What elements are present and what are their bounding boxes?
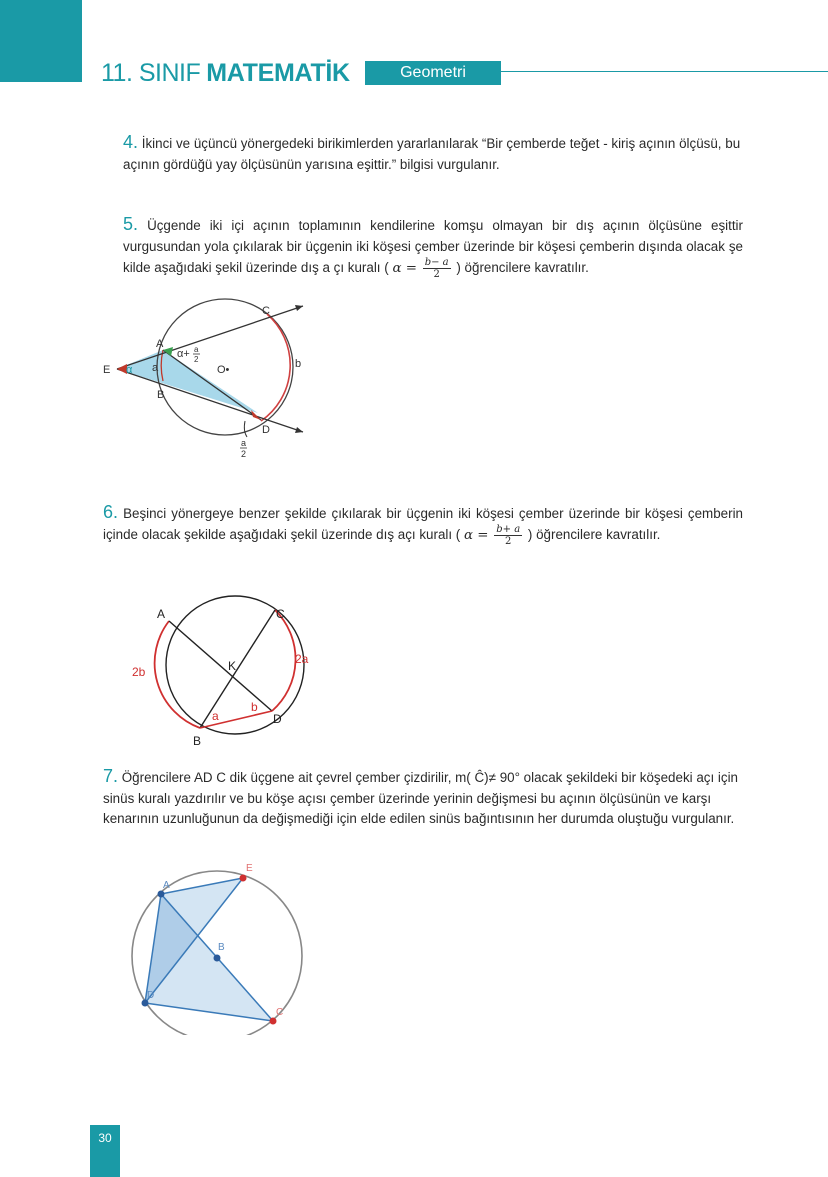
label-half-a-num-D: a [241,438,247,448]
item-text: Öğrencilere AD C dik üçgene ait çevrel çember çizdirilir, m( Ĉ)≠ 90° olacak şekildeki bir köşedeki açı için sinüs kuralı yazdırılır ve bu köşe açısı çember üzerinde yerinin değişmesi bu açının ölçüsünün ve karşı kenarının uzunluğunun da değişmediği için elde edilen sinüs bağıntısının her durumda oluştuğu vurgulanır. [103,770,739,826]
corner-decoration [0,0,82,82]
item-5 [123,214,743,280]
label-E: E [103,364,111,376]
label-arc-2a: 2a [295,652,309,666]
figure-internal-angle [120,590,320,750]
label-A: A [163,880,170,891]
figure-circumcircle [120,855,320,1035]
item-number: 7. [103,766,119,786]
label-arc-2b: 2b [132,665,146,679]
subject-title: MATEMATİK [206,58,350,87]
label-C: C [276,1007,284,1018]
label-a: a [152,362,159,374]
label-half-a-den-D: 2 [241,449,247,459]
label-alpha: α [126,364,133,376]
item-number: 6. [103,502,119,522]
label-E: E [246,863,253,874]
item-text-end: ) öğrencilere kavratılır. [456,260,589,276]
item-text: Üçgende iki içi açının toplamının kendilerine komşu olmayan bir dış açının ölçüsüne eşittir vurgusundan yola çıkılarak bir üçgenin iki köşesi çember üzerinde bir köşesi çemberin dışında olacak şe kilde aşağıdaki şekil üzerinde dış a çı kuralı ( [123,218,743,276]
item-number: 4. [123,132,139,152]
formula-lhs: α = [392,261,417,277]
item-4 [123,132,743,175]
label-D: D [262,424,270,436]
label-B: B [157,389,165,401]
page-header [101,57,466,89]
label-seg-b: b [251,700,258,714]
label-seg-a: a [212,709,219,723]
figure-external-angle [95,295,315,465]
label-half-a-num: a [194,345,199,354]
label-K: K [228,659,237,673]
item-6 [103,502,743,547]
formula-fraction [423,257,451,280]
label-D: D [147,990,155,1001]
label-C: C [262,305,270,317]
formula-denominator: 2 [433,269,440,280]
item-text-end: ) öğrencilere kavratılır. [527,527,661,543]
label-D: D [273,712,282,726]
page-number: 30 [90,1125,120,1177]
label-half-a-den: 2 [194,355,199,364]
label-A: A [157,607,166,621]
label-O: O• [217,364,230,376]
item-number: 5. [123,214,139,234]
header-rule [500,71,828,72]
label-B: B [218,942,225,953]
formula-numerator: b− a [424,257,449,268]
grade-label: 11. SINIF [101,58,201,87]
topic-tag: Geometri [365,61,501,85]
label-A: A [156,338,164,350]
label-angle-A: α+ [177,348,190,360]
item-7 [103,766,748,830]
formula-fraction [494,524,522,547]
label-B: B [193,734,202,748]
formula-numerator: b+ a [496,524,521,535]
formula-lhs: α = [464,528,489,544]
label-C: C [276,607,285,621]
item-text: Beşinci yönergeye benzer şekilde çıkılarak bir üçgenin iki köşesi çember üzerinde bir köşesi çemberin içinde olacak şekilde aşağıdaki şekil üzerinde dış açı kuralı ( [103,506,743,543]
item-text: İkinci ve üçüncü yönergedeki birikimlerden yararlanılarak “Bir çemberde teğet - kiriş açının ölçüsü, bu açının gördüğü yay ölçüsünün yarısına eşittir.” bilgisi vurgulanır. [123,136,741,172]
formula-denominator: 2 [505,536,512,547]
label-b: b [295,358,302,370]
